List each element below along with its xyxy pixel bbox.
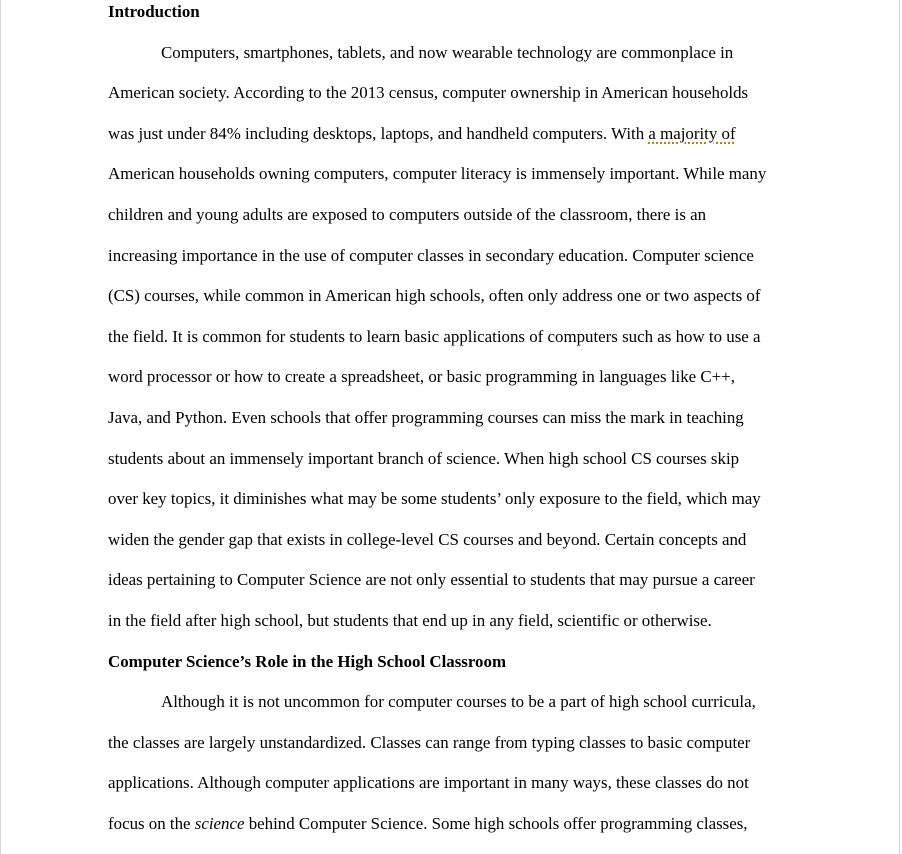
italic-word: science xyxy=(194,813,245,833)
paragraph-line: American society. According to the 2013 census, computer ownership in American households xyxy=(108,83,749,103)
grammar-flag-phrase[interactable]: a majority of xyxy=(648,123,736,143)
paragraph-line: word processor or how to create a spreadsheet, or basic programming in languages like C++, xyxy=(108,367,735,387)
paragraph-line: children and young adults are exposed to computers outside of the classroom, there is an xyxy=(108,204,707,224)
paragraph-line: applications. Although computer applications are important in many ways, these classes do not xyxy=(108,773,749,793)
paragraph-line: increasing importance in the use of computer classes in secondary education. Computer science xyxy=(108,245,754,265)
paragraph-line: the classes are largely unstandardized. Classes can range from typing classes to basic computer xyxy=(108,732,751,752)
paragraph-line: Java, and Python. Even schools that offer programming courses can miss the mark in teaching xyxy=(108,407,744,427)
paragraph-line: (CS) courses, while common in American high schools, often only address one or two aspects of xyxy=(108,286,761,306)
heading-cs-role: Computer Science’s Role in the High School Classroom xyxy=(108,651,507,671)
paragraph-line: over key topics, it diminishes what may be some students’ only exposure to the field, which may xyxy=(108,489,761,509)
paragraph-line: Although it is not uncommon for computer courses to be a part of high school curricula, xyxy=(161,692,756,712)
paragraph-line: was just under 84% including desktops, laptops, and handheld computers. With a majority of xyxy=(108,123,736,143)
paragraph-line: American households owning computers, computer literacy is immensely important. While many xyxy=(108,164,767,184)
paragraph-line: ideas pertaining to Computer Science are not only essential to students that may pursue a career xyxy=(108,570,755,590)
paragraph-line: widen the gender gap that exists in college-level CS courses and beyond. Certain concepts and xyxy=(108,529,747,549)
paragraph-line: the field. It is common for students to learn basic applications of computers such as how to use a xyxy=(108,326,761,346)
paragraph-line: focus on the science behind Computer Science. Some high schools offer programming classes, xyxy=(108,813,748,833)
document-body xyxy=(108,0,808,852)
paragraph-line: in the field after high school, but students that end up in any field, scientific or otherwise. xyxy=(108,610,712,630)
heading-introduction: Introduction xyxy=(108,2,200,21)
paragraph-line: Computers, smartphones, tablets, and now wearable technology are commonplace in xyxy=(161,42,734,62)
paragraph-line: students about an immensely important branch of science. When high school CS courses skip xyxy=(108,448,740,468)
